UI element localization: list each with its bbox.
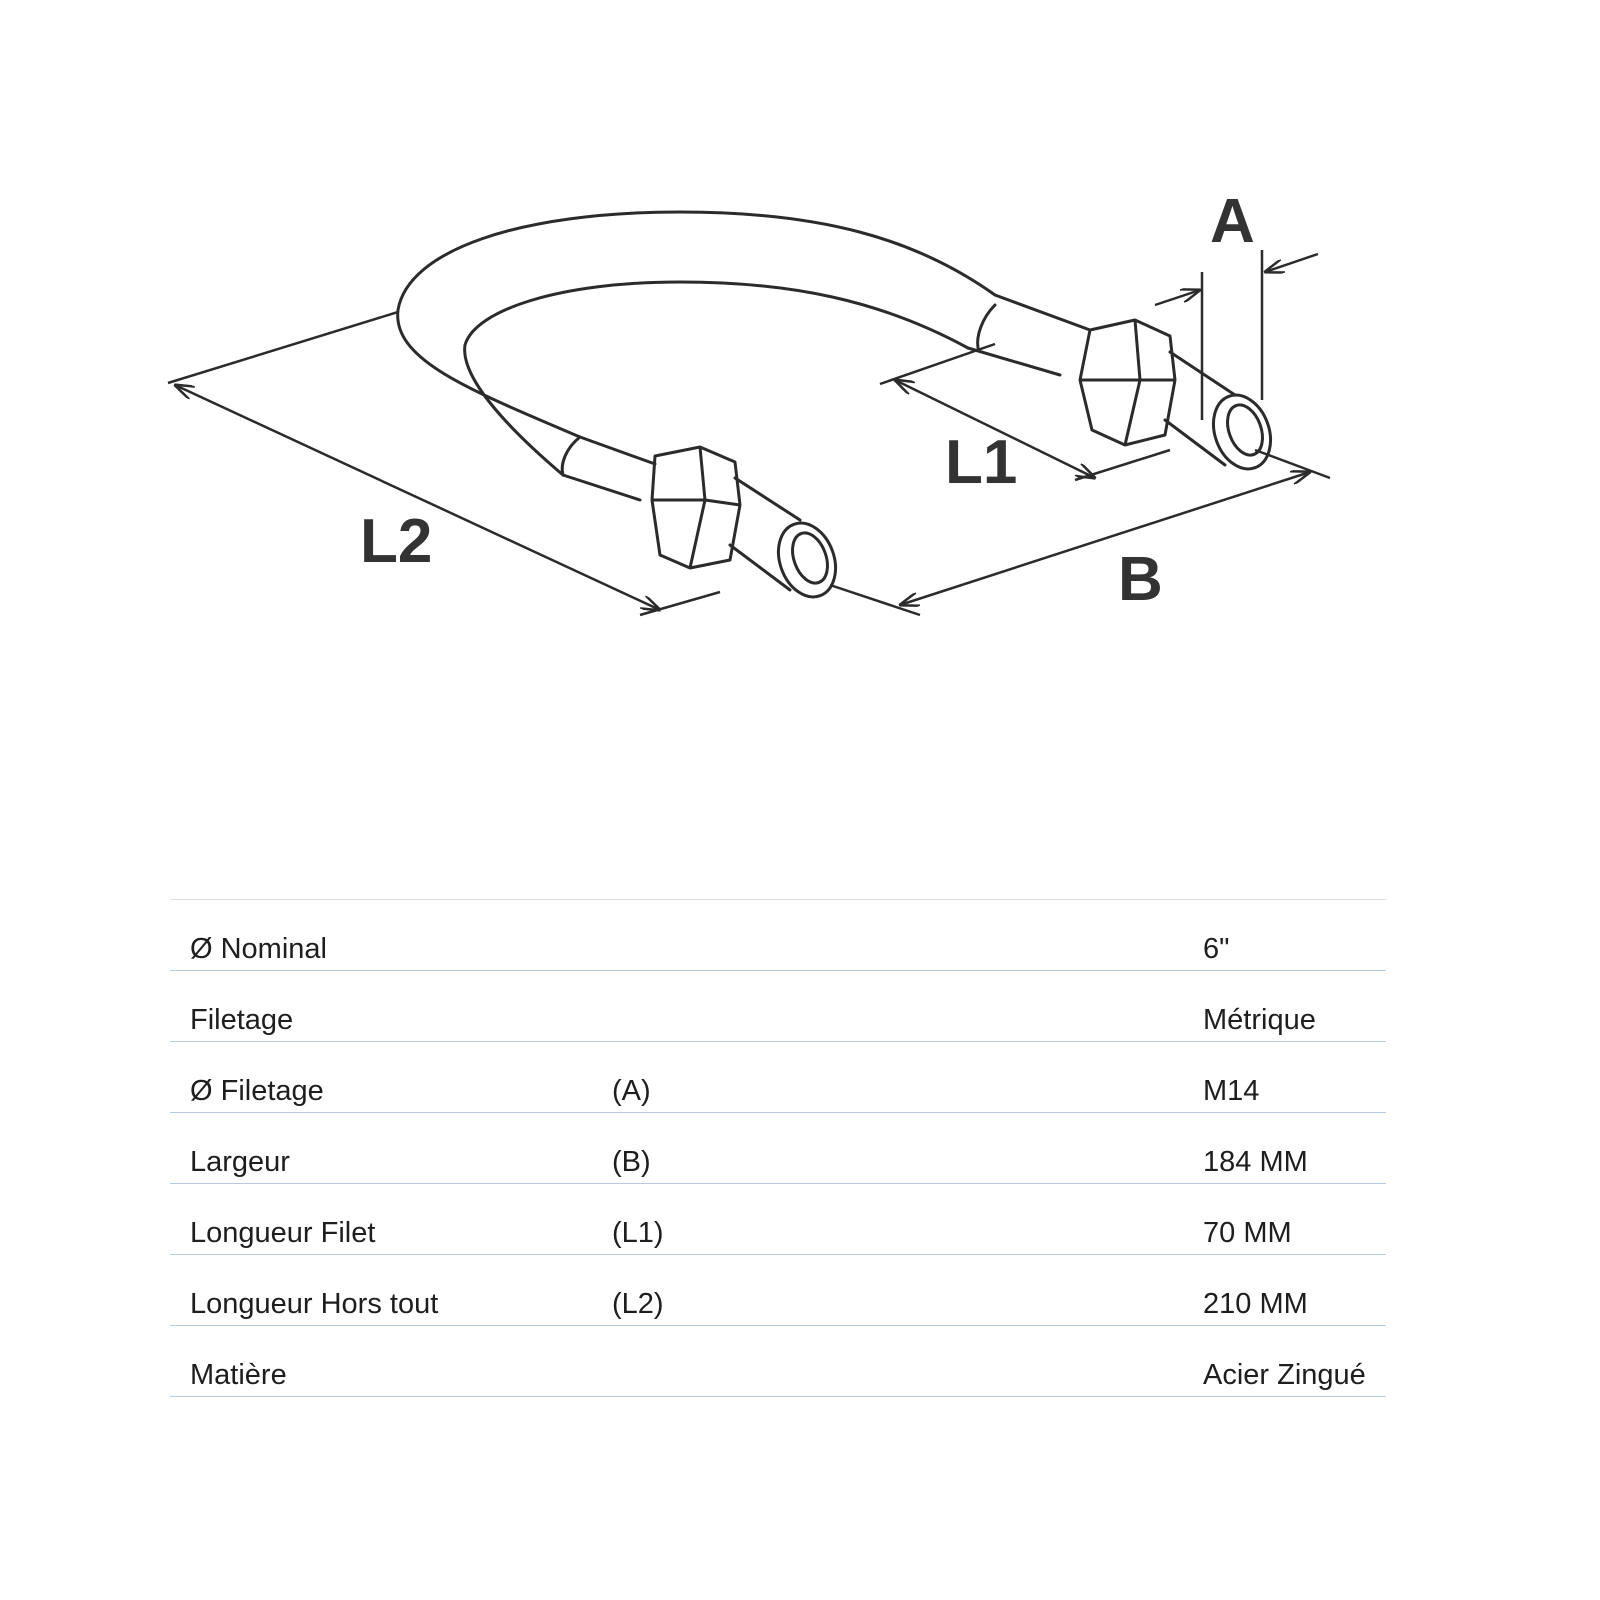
dimension-label-l1: L1 <box>945 428 1018 497</box>
spec-label-text: Ø Filetage <box>190 1075 324 1107</box>
spec-value <box>1183 900 1386 971</box>
a-arrow-left <box>1155 290 1200 305</box>
spec-label <box>170 1326 592 1397</box>
table-row <box>170 1326 1386 1397</box>
spec-label-text: Longueur Hors tout <box>190 1288 439 1320</box>
spec-code-text: (L1) <box>612 1217 664 1249</box>
spec-value <box>1183 971 1386 1042</box>
l1-extension-top <box>880 344 995 384</box>
spec-code <box>592 900 1183 971</box>
spec-code-text: (B) <box>612 1146 651 1178</box>
spec-label-text: Longueur Filet <box>190 1217 376 1249</box>
spec-value-text: Acier Zingué <box>1203 1359 1366 1391</box>
spec-code <box>592 1255 1183 1326</box>
spec-label-text: Ø Nominal <box>190 933 327 965</box>
spec-label <box>170 1184 592 1255</box>
right-thread-end <box>1204 387 1281 477</box>
spec-label <box>170 971 592 1042</box>
left-leg-rod <box>563 437 655 500</box>
a-arrow-right <box>1265 254 1318 272</box>
u-bolt-bend-outer <box>398 212 995 437</box>
spec-value <box>1183 1042 1386 1113</box>
right-nut <box>1080 320 1175 445</box>
spec-value <box>1183 1255 1386 1326</box>
spec-value-text: 184 MM <box>1203 1146 1308 1178</box>
l2-extension-top <box>168 312 398 383</box>
spec-label <box>170 900 592 971</box>
spec-value-text: M14 <box>1203 1075 1260 1107</box>
table-row <box>170 1184 1386 1255</box>
b-extension-left <box>830 585 920 615</box>
spec-value-text: 6" <box>1203 933 1230 965</box>
left-leg-collar <box>562 437 580 475</box>
spec-value <box>1183 1326 1386 1397</box>
right-thread <box>1165 352 1235 465</box>
spec-code <box>592 1113 1183 1184</box>
spec-value <box>1183 1113 1386 1184</box>
table-row <box>170 1113 1386 1184</box>
spec-value <box>1183 1184 1386 1255</box>
dimension-label-l2: L2 <box>360 507 433 576</box>
l2-extension-bottom <box>640 592 720 615</box>
dimension-label-a: A <box>1210 187 1255 256</box>
table-row <box>170 1042 1386 1113</box>
table-row <box>170 900 1386 971</box>
spec-label <box>170 1255 592 1326</box>
left-thread-end <box>769 515 846 605</box>
spec-code <box>592 1042 1183 1113</box>
spec-code <box>592 971 1183 1042</box>
spec-code-text: (L2) <box>612 1288 664 1320</box>
right-leg-rod <box>968 295 1090 375</box>
left-nut <box>652 447 740 568</box>
spec-label <box>170 1042 592 1113</box>
specification-table <box>170 899 1386 1397</box>
l2-dimension-line <box>175 385 660 610</box>
spec-code-text: (A) <box>612 1075 651 1107</box>
table-row <box>170 971 1386 1042</box>
table-row <box>170 1255 1386 1326</box>
spec-label-text: Matière <box>190 1359 287 1391</box>
spec-label-text: Filetage <box>190 1004 294 1036</box>
spec-label-text: Largeur <box>190 1146 290 1178</box>
spec-value-text: Métrique <box>1203 1004 1316 1036</box>
u-bolt-diagram <box>0 0 1600 700</box>
b-extension-right <box>1255 450 1330 478</box>
spec-code <box>592 1184 1183 1255</box>
dimension-label-b: B <box>1118 545 1163 614</box>
spec-label <box>170 1113 592 1184</box>
spec-value-text: 210 MM <box>1203 1288 1308 1320</box>
spec-value-text: 70 MM <box>1203 1217 1292 1249</box>
left-thread <box>730 478 800 590</box>
right-leg-collar <box>978 305 995 348</box>
spec-code <box>592 1326 1183 1397</box>
